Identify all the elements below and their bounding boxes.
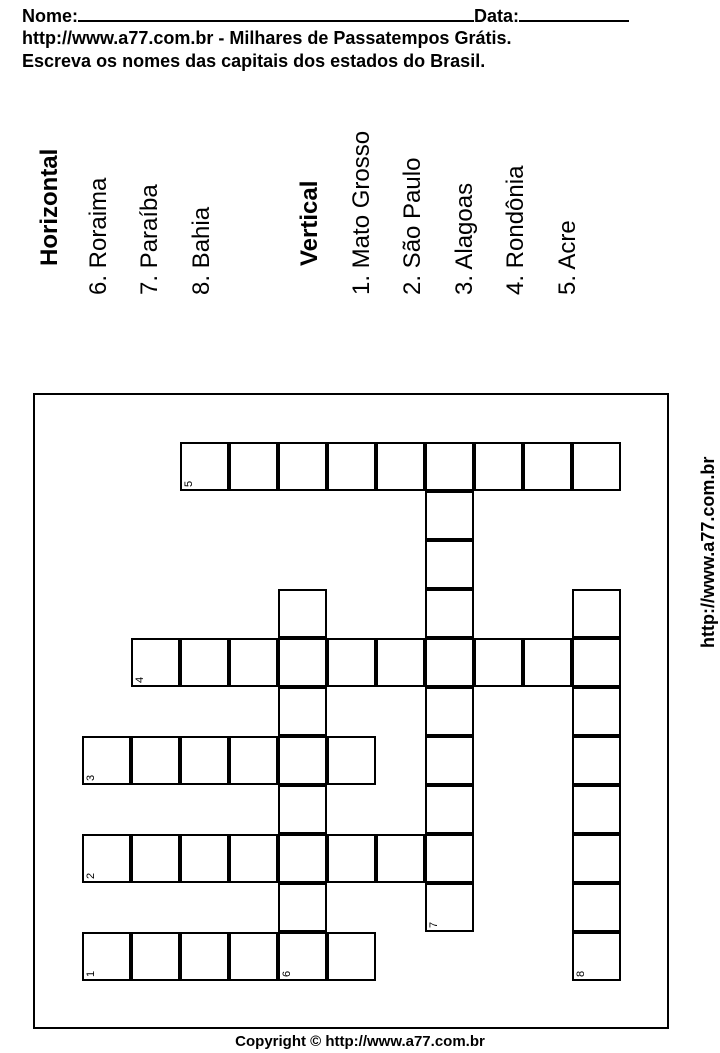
- horizontal-title: Horizontal: [36, 148, 63, 266]
- crossword-cell[interactable]: [572, 834, 621, 883]
- crossword-cell[interactable]: [278, 785, 327, 834]
- crossword-cell[interactable]: [425, 540, 474, 589]
- crossword-cell[interactable]: [425, 834, 474, 883]
- clue-horizontal-6: 6. Roraima: [85, 177, 112, 295]
- crossword-cell[interactable]: [572, 638, 621, 687]
- crossword-cell[interactable]: [572, 736, 621, 785]
- crossword-cell[interactable]: [229, 442, 278, 491]
- crossword-cell[interactable]: [376, 834, 425, 883]
- cell-number: 5: [183, 480, 195, 487]
- crossword-cell[interactable]: [572, 932, 621, 981]
- cell-number: 8: [575, 970, 587, 977]
- crossword-cell[interactable]: [180, 834, 229, 883]
- crossword-cell[interactable]: [278, 442, 327, 491]
- clue-vertical-1: 1. Mato Grosso: [348, 130, 375, 295]
- crossword-cell[interactable]: [572, 589, 621, 638]
- crossword-cell[interactable]: [474, 638, 523, 687]
- crossword-cell[interactable]: [572, 785, 621, 834]
- clue-vertical-5: 5. Acre: [554, 220, 581, 295]
- crossword-cell[interactable]: [278, 638, 327, 687]
- crossword-cell[interactable]: [82, 736, 131, 785]
- crossword-cell[interactable]: [278, 736, 327, 785]
- cell-number: 3: [85, 774, 97, 781]
- clue-vertical-4: 4. Rondônia: [502, 165, 529, 295]
- crossword-cell[interactable]: [327, 834, 376, 883]
- side-url: http://www.a77.com.br: [698, 456, 718, 648]
- crossword-cell[interactable]: [425, 883, 474, 932]
- crossword-cell[interactable]: [229, 932, 278, 981]
- crossword-cell[interactable]: [278, 687, 327, 736]
- crossword-cell[interactable]: [572, 442, 621, 491]
- clue-vertical-3: 3. Alagoas: [451, 182, 478, 295]
- clue-horizontal-8: 8. Bahia: [188, 206, 215, 295]
- clue-horizontal-7: 7. Paraíba: [136, 184, 163, 295]
- date-field[interactable]: [519, 2, 629, 22]
- name-field[interactable]: [78, 2, 474, 22]
- cell-number: 7: [428, 921, 440, 928]
- crossword-cell[interactable]: [425, 687, 474, 736]
- crossword-cell[interactable]: [523, 638, 572, 687]
- crossword-cell[interactable]: [425, 736, 474, 785]
- crossword-cell[interactable]: [131, 834, 180, 883]
- crossword-cell[interactable]: [278, 834, 327, 883]
- crossword-cell[interactable]: [327, 638, 376, 687]
- vertical-title: Vertical: [296, 180, 323, 266]
- crossword-cell[interactable]: [327, 736, 376, 785]
- crossword-cell[interactable]: [278, 932, 327, 981]
- crossword-cell[interactable]: [278, 883, 327, 932]
- name-date-line: [22, 2, 629, 27]
- cell-number: 2: [85, 872, 97, 879]
- crossword-cell[interactable]: [278, 589, 327, 638]
- crossword-cell[interactable]: [523, 442, 572, 491]
- crossword-cell[interactable]: [180, 736, 229, 785]
- crossword-cell[interactable]: [425, 589, 474, 638]
- crossword-cell[interactable]: [131, 932, 180, 981]
- crossword-cell[interactable]: [572, 883, 621, 932]
- crossword-cell[interactable]: [474, 442, 523, 491]
- crossword-cell[interactable]: [327, 932, 376, 981]
- date-label: Data:: [474, 6, 520, 26]
- crossword-cell[interactable]: [572, 687, 621, 736]
- crossword-cell[interactable]: [425, 491, 474, 540]
- crossword-cell[interactable]: [131, 736, 180, 785]
- copyright-footer: Copyright © http://www.a77.com.br: [235, 1033, 485, 1050]
- crossword-cell[interactable]: [376, 638, 425, 687]
- crossword-cell[interactable]: [425, 638, 474, 687]
- crossword-cell[interactable]: [180, 638, 229, 687]
- cell-number: 1: [85, 970, 97, 977]
- crossword-cell[interactable]: [425, 785, 474, 834]
- crossword-cell[interactable]: [376, 442, 425, 491]
- crossword-cell[interactable]: [229, 638, 278, 687]
- site-line: http://www.a77.com.br - Milhares de Passatempos Grátis.: [22, 28, 512, 48]
- crossword-cell[interactable]: [229, 834, 278, 883]
- crossword-cell[interactable]: [327, 442, 376, 491]
- instruction-text: Escreva os nomes das capitais dos estados do Brasil.: [22, 51, 486, 71]
- cell-number: 4: [134, 676, 146, 683]
- crossword-cell[interactable]: [425, 442, 474, 491]
- crossword-cell[interactable]: [180, 442, 229, 491]
- crossword-cell[interactable]: [131, 638, 180, 687]
- crossword-cell[interactable]: [229, 736, 278, 785]
- cell-number: 6: [281, 970, 293, 977]
- clue-vertical-2: 2. São Paulo: [399, 157, 426, 295]
- crossword-cell[interactable]: [82, 834, 131, 883]
- name-label: Nome:: [22, 6, 79, 26]
- crossword-cell[interactable]: [180, 932, 229, 981]
- crossword-cell[interactable]: [82, 932, 131, 981]
